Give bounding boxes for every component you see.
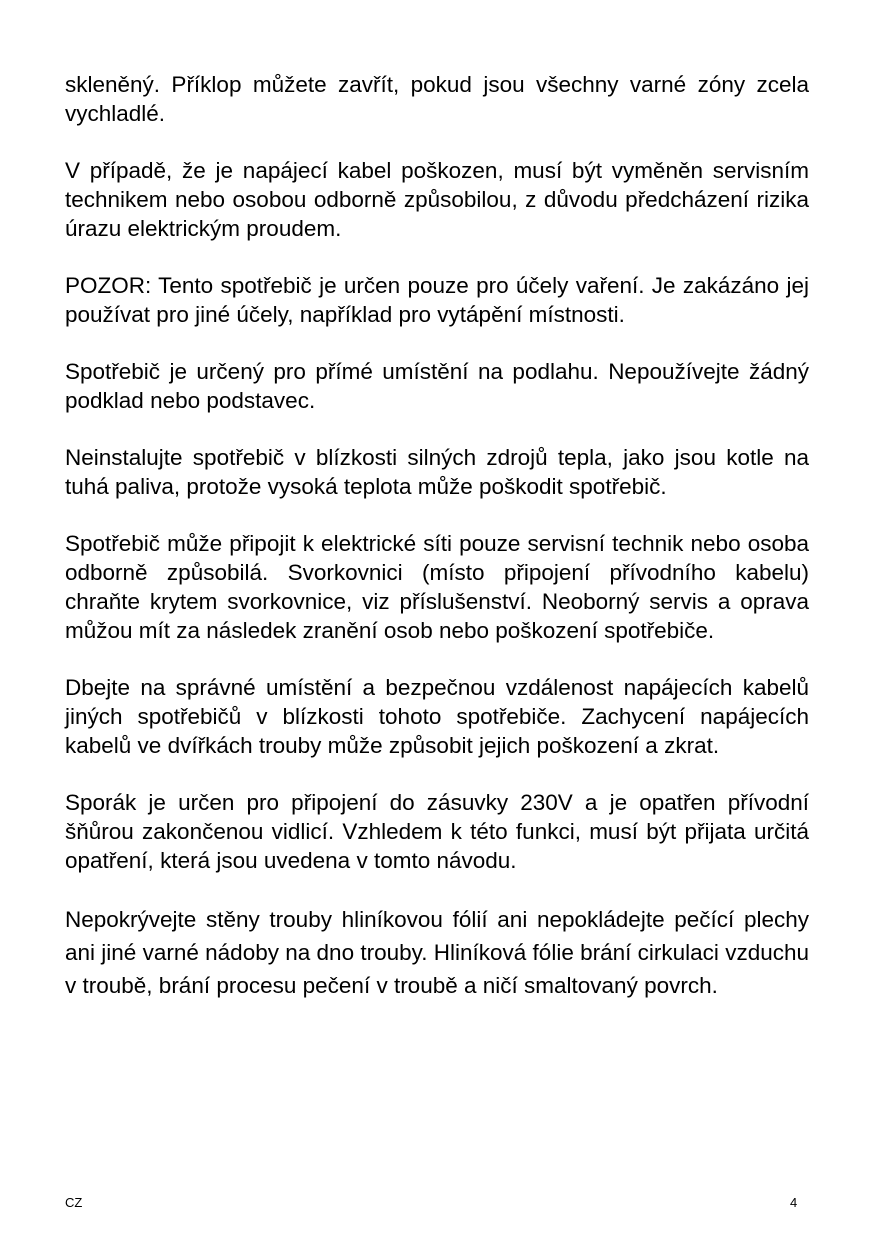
paragraph-cable-distance: Dbejte na správné umístění a bezpečnou vzdálenost napájecích kabelů jiných spotřebičů v blízkosti tohoto spotřebiče. Zachycení napájecích kabelů ve dvířkách trouby může způsobit jejich poškození a zkrat.	[65, 675, 809, 758]
paragraph-aluminium-foil: Nepokrývejte stěny trouby hliníkovou fólií ani nepokládejte pečící plechy ani jiné varné nádoby na dno trouby. Hliníková fólie brání cirkulaci vzduchu v troubě, brání procesu pečení v troubě a ničí smaltovaný povrch.	[65, 907, 809, 998]
paragraph-warning-cooking-only: POZOR: Tento spotřebič je určen pouze pro účely vaření. Je zakázáno jej používat pro jiné účely, například pro vytápění místnosti.	[65, 273, 809, 327]
paragraph-heat-sources: Neinstalujte spotřebič v blízkosti silných zdrojů tepla, jako jsou kotle na tuhá paliva, protože vysoká teplota může poškodit spotřebič.	[65, 445, 809, 499]
page-content	[65, 70, 809, 1030]
paragraph-power-cable: V případě, že je napájecí kabel poškozen, musí být vyměněn servisním technikem nebo osobou odborně způsobilou, z důvodu předcházení rizika úrazu elektrickým proudem.	[65, 158, 809, 241]
page-number: 4	[790, 1195, 798, 1210]
paragraph-socket-230v: Sporák je určen pro připojení do zásuvky 230V a je opatřen přívodní šňůrou zakončenou vidlicí. Vzhledem k této funkci, musí být přijata určitá opatření, která jsou uvedena v tomto návodu.	[65, 790, 809, 873]
paragraph-electrical-connection: Spotřebič může připojit k elektrické síti pouze servisní technik nebo osoba odborně způsobilá. Svorkovnici (místo připojení přívodního kabelu) chraňte krytem svorkovnice, viz příslušenství. Neoborný servis a oprava můžou mít za následek zranění osob nebo poškození spotřebiče.	[65, 531, 809, 643]
paragraph-floor-placement: Spotřebič je určený pro přímé umístění na podlahu. Nepoužívejte žádný podklad nebo podstavec.	[65, 359, 809, 413]
footer-language-code: CZ	[65, 1195, 83, 1210]
paragraph-cover-closing: skleněný. Příklop můžete zavřít, pokud jsou všechny varné zóny zcela vychladlé.	[65, 72, 809, 126]
